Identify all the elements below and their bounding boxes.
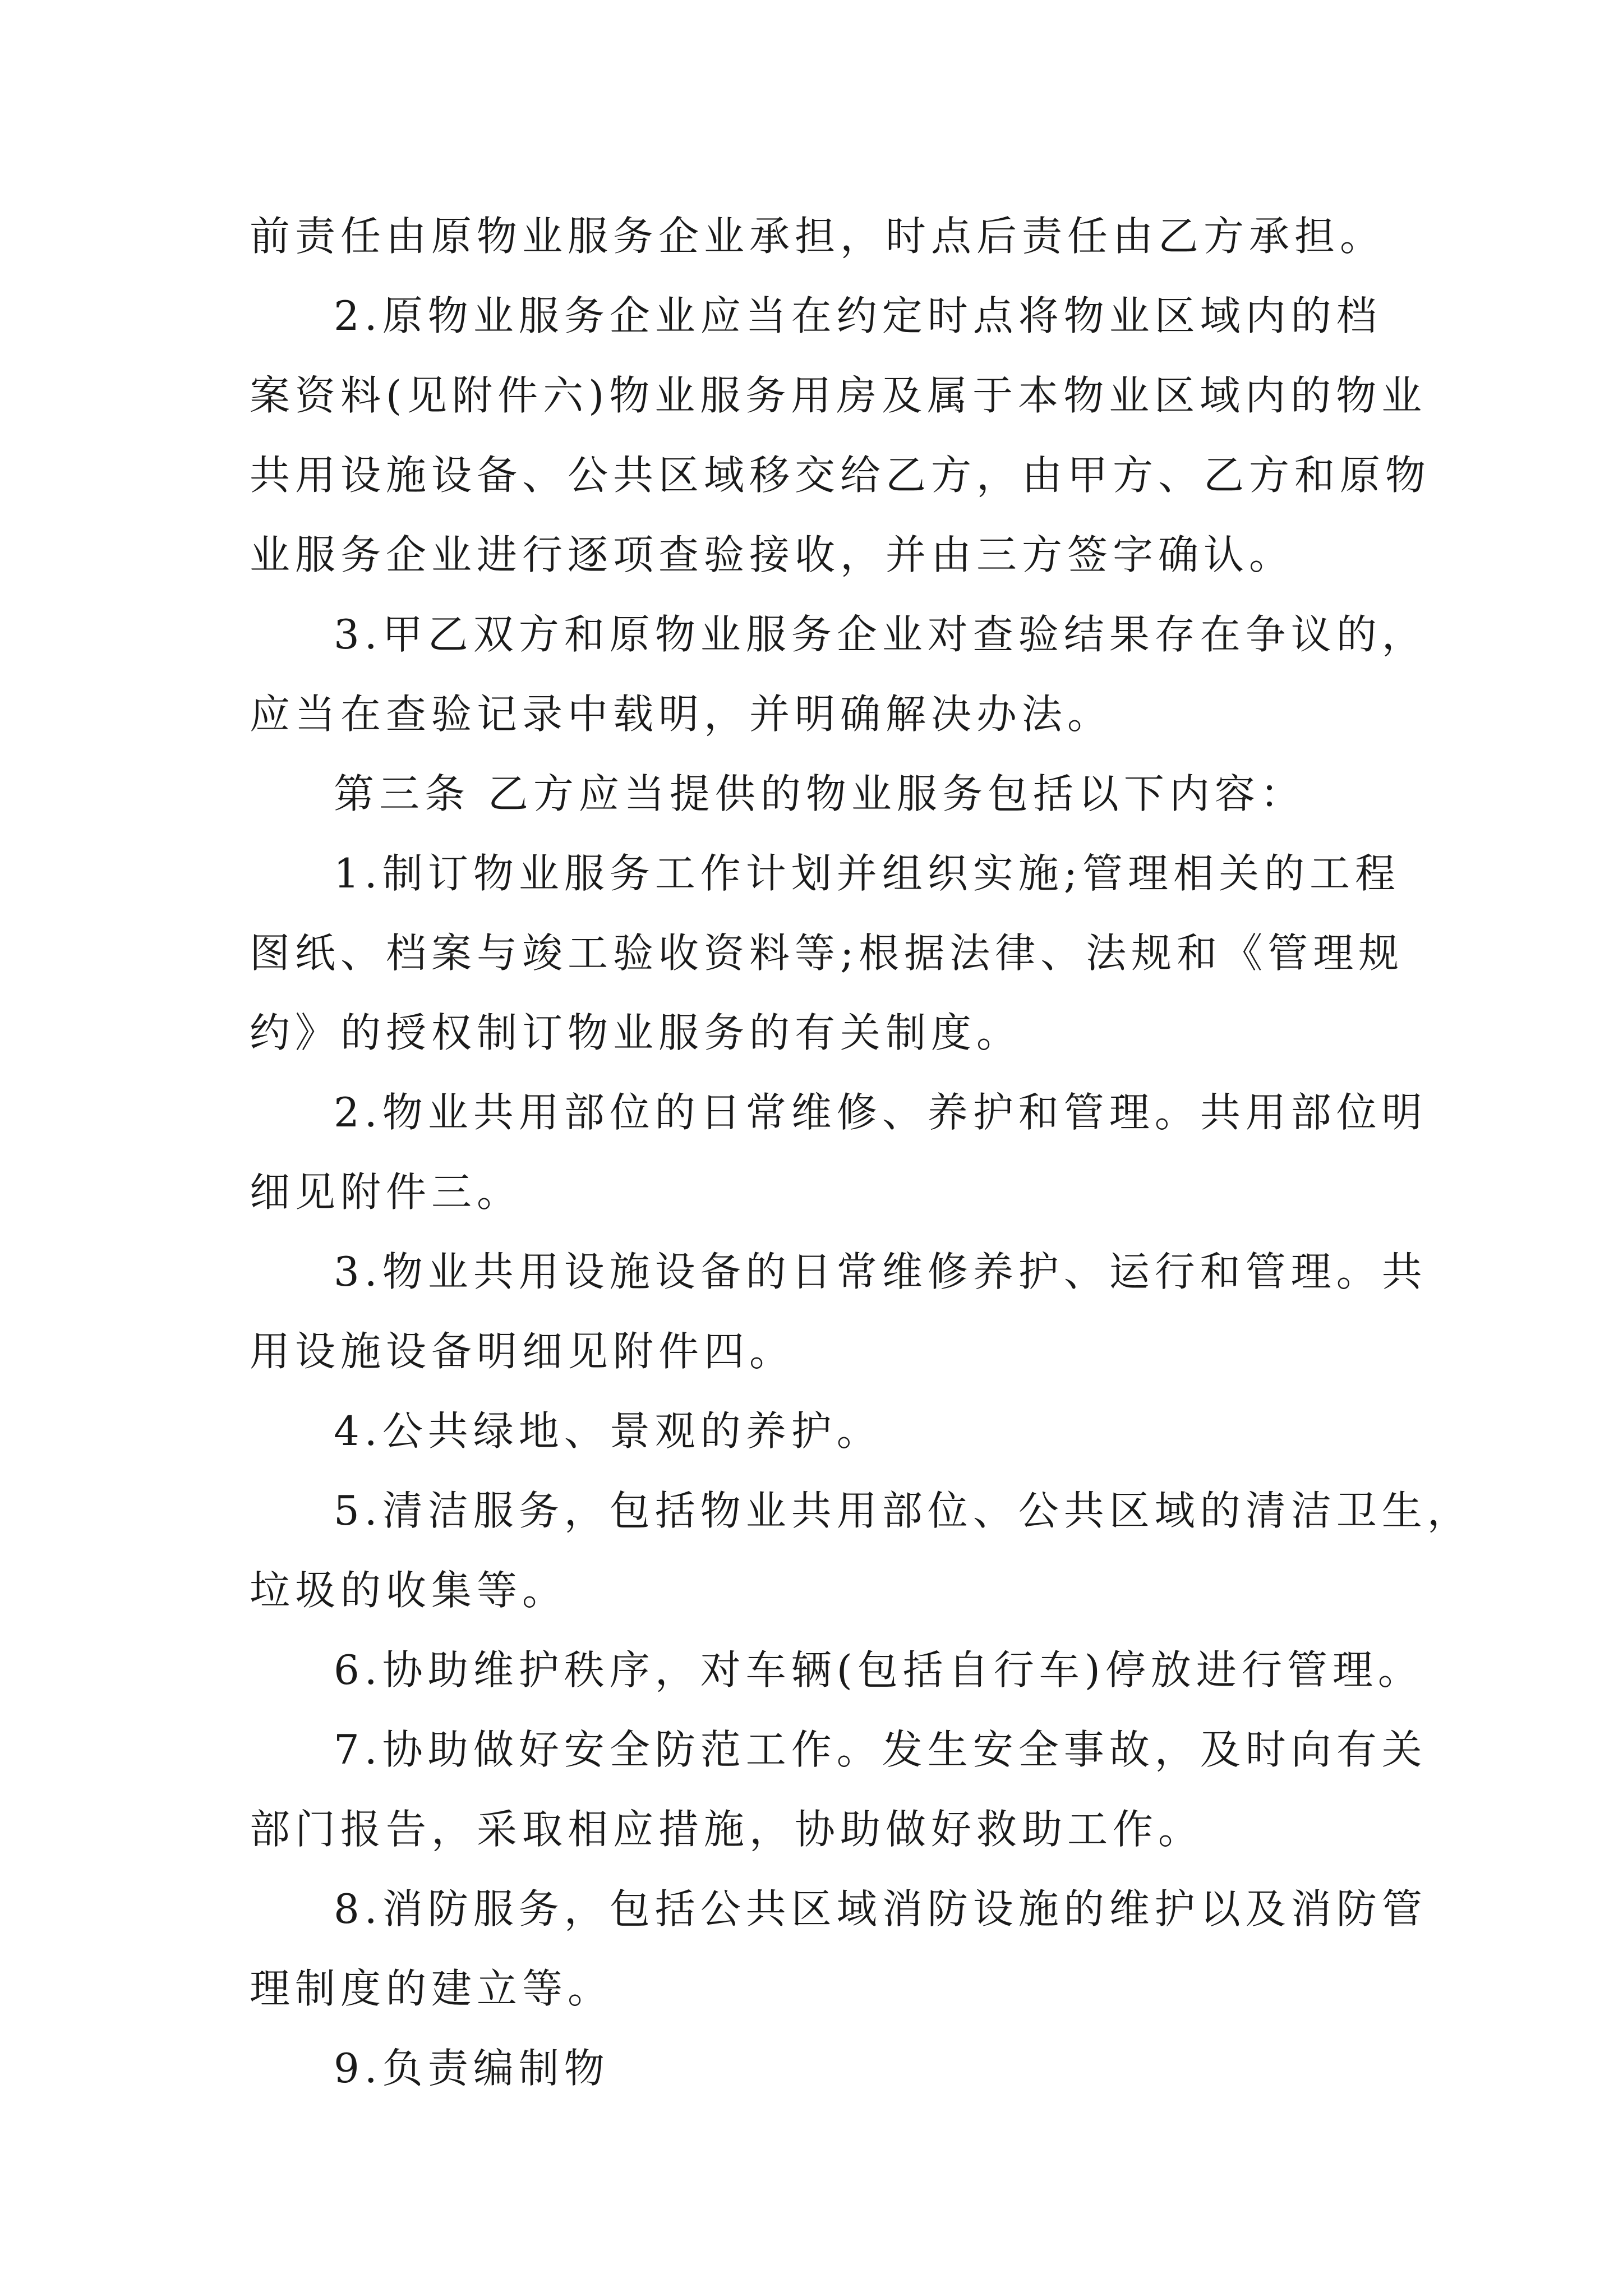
text-line: 理制度的建立等。: [250, 1965, 614, 2012]
text-line: 前责任由原物业服务企业承担，时点后责任由乙方承担。: [250, 213, 1386, 260]
text-line: 细见附件三。: [250, 1168, 523, 1216]
text-line: 9.负责编制物: [334, 2045, 610, 2092]
text-line: 共用设施设备、公共区域移交给乙方，由甲方、乙方和原物: [250, 452, 1431, 499]
text-line: 3.物业共用设施设备的日常维修养护、运行和管理。共: [334, 1248, 1427, 1295]
text-line: 8.消防服务，包括公共区域消防设施的维护以及消防管: [334, 1885, 1427, 1932]
text-line: 部门报告，采取相应措施，协助做好救助工作。: [250, 1806, 1204, 1853]
text-line: 应当在查验记录中载明，并明确解决办法。: [250, 691, 1113, 738]
text-line: 7.协助做好安全防范工作。发生安全事故，及时向有关: [334, 1726, 1427, 1773]
section-heading: 第三条 乙方应当提供的物业服务包括以下内容：: [334, 770, 1306, 817]
text-line: 图纸、档案与竣工验收资料等;根据法律、法规和《管理规: [250, 930, 1404, 977]
text-line: 3.甲乙双方和原物业服务企业对查验结果存在争议的，: [334, 611, 1427, 658]
text-line: 2.原物业服务企业应当在约定时点将物业区域内的档: [334, 292, 1382, 339]
text-line: 6.协助维护秩序，对车辆(包括自行车)停放进行管理。: [334, 1646, 1423, 1694]
text-line: 约》的授权制订物业服务的有关制度。: [250, 1009, 1022, 1056]
text-line: 业服务企业进行逐项查验接收，并由三方签字确认。: [250, 531, 1295, 578]
document-body: [250, 196, 1473, 2108]
text-line: 垃圾的收集等。: [250, 1567, 568, 1614]
text-line: 案资料(见附件六)物业服务用房及属于本物业区域内的物业: [250, 372, 1427, 419]
text-line: 用设施设备明细见附件四。: [250, 1328, 795, 1375]
text-line: 5.清洁服务，包括物业共用部位、公共区域的清洁卫生，: [334, 1487, 1473, 1534]
text-line: 1.制订物业服务工作计划并组织实施;管理相关的工程: [334, 850, 1400, 897]
text-line: 4.公共绿地、景观的养护。: [334, 1407, 882, 1455]
text-line: 2.物业共用部位的日常维修、养护和管理。共用部位明: [334, 1089, 1427, 1136]
